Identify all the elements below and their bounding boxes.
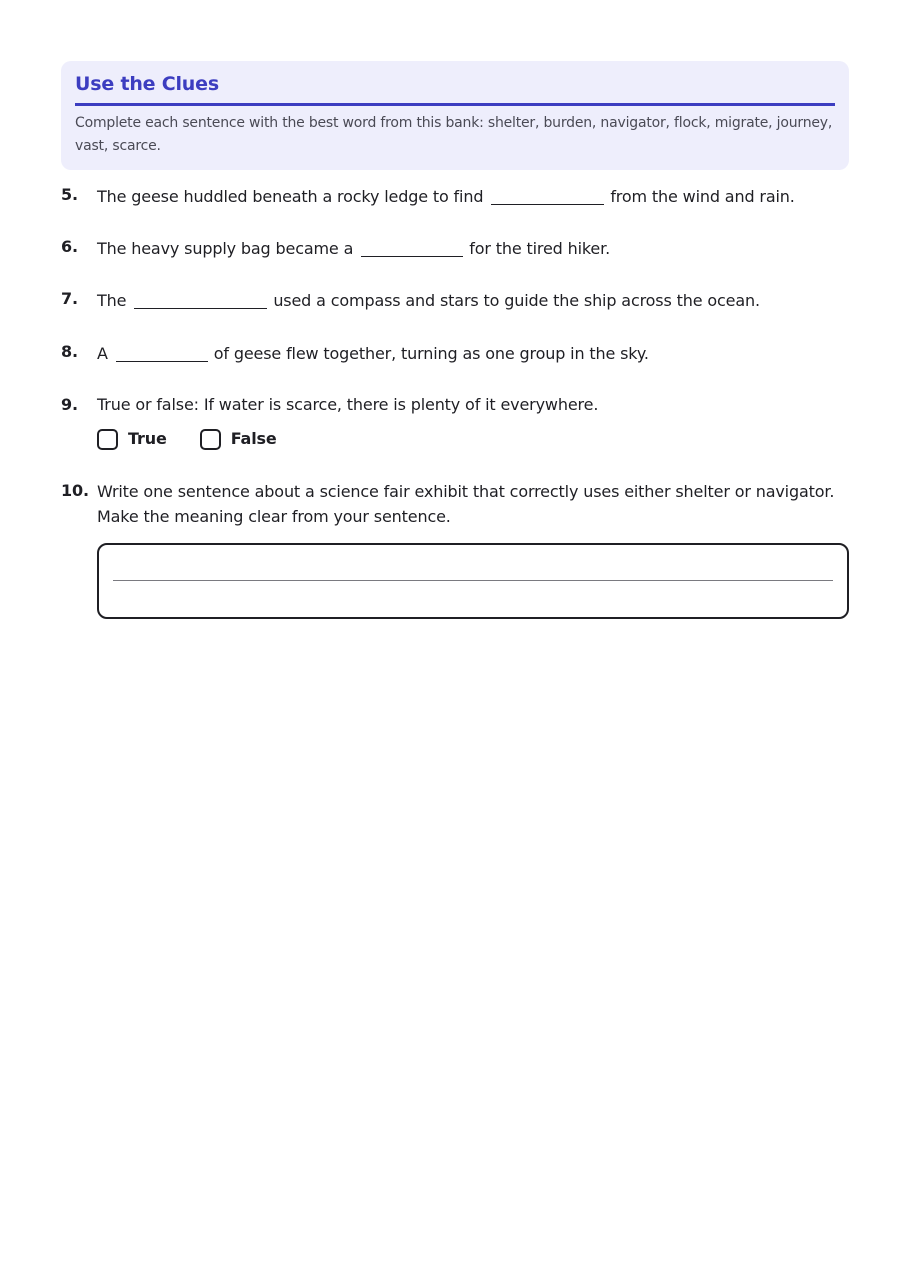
option-true[interactable]: [97, 427, 167, 451]
sentence-end: of geese flew together, turning as one group in the sky.: [213, 344, 649, 363]
question-number: 10.: [61, 481, 89, 500]
question-number: 5.: [61, 185, 78, 204]
question-text: [97, 340, 849, 366]
fill-in-blank[interactable]: [116, 343, 208, 362]
question-text: [97, 479, 849, 619]
checkbox-icon[interactable]: [97, 429, 118, 450]
question-prompt: Write one sentence about a science fair exhibit that correctly uses either shelter or navigator. Make the meaning clear from your sentence.: [97, 482, 835, 526]
option-false[interactable]: [200, 427, 277, 451]
instructions-panel: [61, 61, 849, 170]
question-number: 9.: [61, 395, 78, 414]
answer-box[interactable]: [97, 543, 849, 619]
question-text: [97, 235, 849, 261]
sentence-start: A: [97, 344, 108, 363]
question-prompt: True or false: If water is scarce, there is plenty of it everywhere.: [97, 395, 599, 414]
question-text: [97, 183, 849, 209]
fill-in-blank[interactable]: [134, 290, 267, 309]
sentence-start: The: [97, 291, 127, 310]
sentence-start: The heavy supply bag became a: [97, 239, 354, 258]
sentence-end: used a compass and stars to guide the ship across the ocean.: [273, 291, 760, 310]
sentence-start: The geese huddled beneath a rocky ledge to find: [97, 187, 484, 206]
sentence-end: from the wind and rain.: [610, 187, 795, 206]
fill-in-blank[interactable]: [361, 238, 463, 257]
question-text: [97, 393, 849, 451]
question-number: 6.: [61, 237, 78, 256]
true-false-options: [97, 427, 849, 451]
question-number: 8.: [61, 342, 78, 361]
section-title: Use the Clues: [75, 72, 835, 106]
writing-line: [113, 580, 833, 581]
word-bank-instructions: Complete each sentence with the best word from this bank: shelter, burden, navigator, flock, migrate, journey, vast, scarce.: [75, 115, 833, 154]
option-label: False: [230, 429, 277, 448]
question-number: 7.: [61, 289, 78, 308]
fill-in-blank[interactable]: [491, 186, 604, 205]
option-label: True: [128, 429, 167, 448]
sentence-end: for the tired hiker.: [469, 239, 611, 258]
question-text: [97, 287, 849, 313]
worksheet-page: [61, 61, 849, 526]
checkbox-icon[interactable]: [200, 429, 221, 450]
